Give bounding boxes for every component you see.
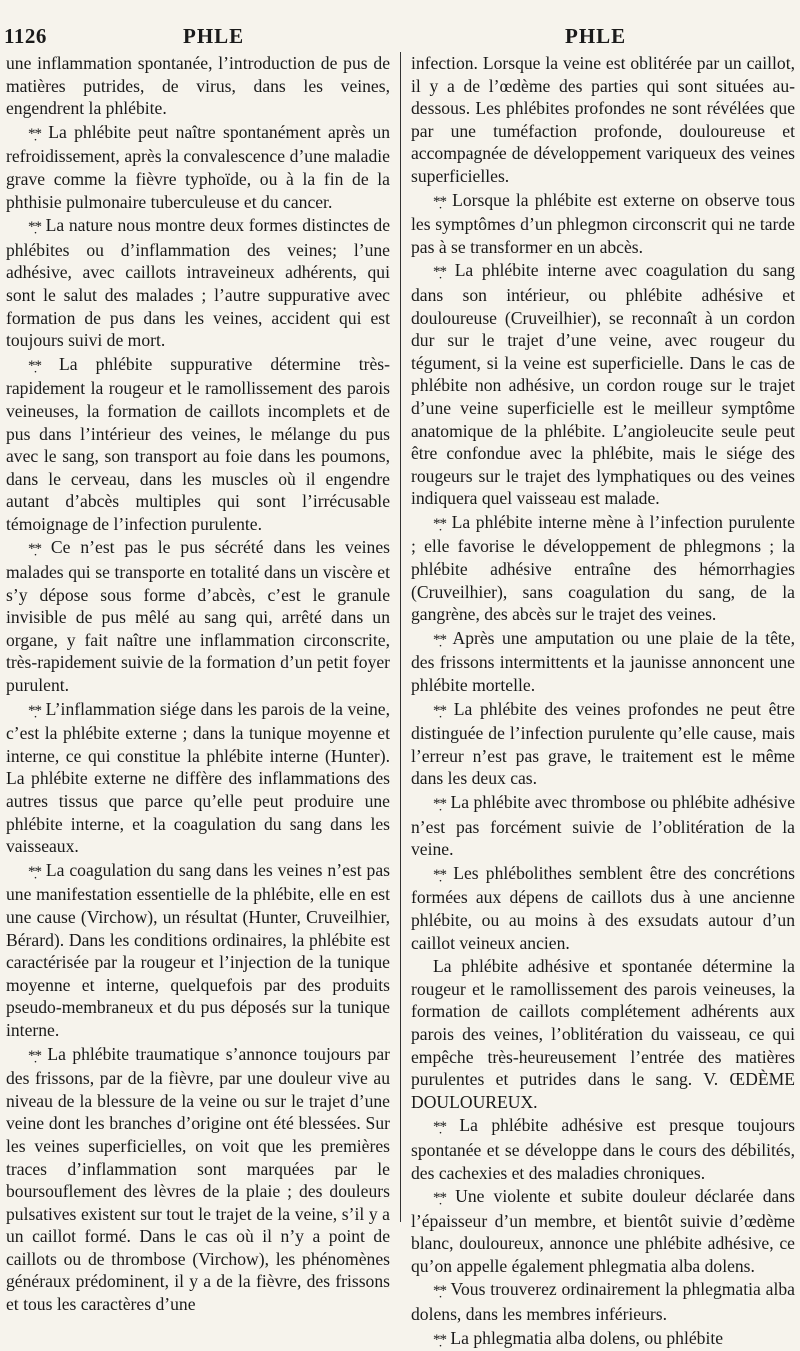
asterism-glyph: *̣*: [433, 1331, 446, 1348]
paragraph-text: La phlébite avec thrombose ou phlébite adhésive n’est pas forcément suivie de l’oblitération de la veine.: [411, 792, 795, 860]
paragraph: [411, 698, 795, 790]
running-head-right: PHLE: [565, 24, 627, 48]
paragraph-text: La phlébite interne mène à l’infection purulente ; elle favorise le développement de phlegmons ; la phlébite adhésive entraîne des hémorrhagies (Cruveilhier), sans coagulation du sang, de la gangrène, des abcès sur le trajet des veines.: [411, 511, 795, 625]
paragraph-text: La phlébite peut naître spontanément après un refroidissement, après la convalescence d’une maladie grave comme la fièvre typhoïde, ou à la fin de la phthisie pulmonaire tuberculeuse et du cancer.: [6, 121, 390, 212]
paragraph: [6, 1043, 390, 1316]
asterism-glyph: *̣*: [433, 1119, 446, 1136]
asterism-glyph: *̣*: [433, 702, 446, 719]
asterism-glyph: *̣*: [28, 1047, 41, 1064]
paragraph: [411, 1185, 795, 1277]
asterism-glyph: *̣*: [433, 193, 446, 210]
asterism-glyph: *̣*: [28, 541, 41, 558]
paragraph-text: La phlébite adhésive est presque toujours spontanée et se développe dans le cours des débilités, des cachexies et des maladies chroniques.: [411, 1115, 796, 1183]
paragraph: [411, 1114, 795, 1184]
asterism-glyph: *̣*: [433, 866, 446, 883]
asterism-glyph: *̣*: [433, 796, 446, 812]
running-head-left: PHLE: [183, 24, 245, 48]
paragraph: [6, 353, 390, 536]
paragraph-text: Lorsque la phlébite est externe on observe tous les symptômes d’un phlegmon circonscrit qui ne tarde pas à se transformer en un abcès.: [411, 189, 795, 257]
asterism-glyph: *̣*: [433, 515, 446, 532]
paragraph-text: La nature nous montre deux formes distinctes de phlébites ou d’inflammation des veines; l’une adhésive, avec caillots intraveineux adhérents, qui sont le salut des malades ; l’autre suppurative avec formation de pus dans les veines, accident qui est toujours suivi de mort.: [6, 215, 390, 351]
paragraph-text: infection. Lorsque la veine est oblitérée par un caillot, il y a de l’œdème des parties qui sont situées au-dessous. Les phlébites profondes ne sont révélées que par une tuméfaction profonde, douloureuse et accompagnée de développement variqueux des veines superficielles.: [411, 53, 795, 186]
paragraph-text: La phlébite suppurative détermine très-rapidement la rougeur et le ramollissement des parois veineuses, la formation de caillots incomplets et de pus dans l’intérieur des veines, le mélange du pus avec le sang, son transport au foie dans les poumons, dans le cerveau, dans les muscles où il engendre autant d’abcès multiples qui sont l’irrécusable témoignage de l’infection purulente.: [6, 353, 390, 534]
paragraph-text: Les phlébolithes semblent être des concrétions formées aux dépens de caillots dus à une ancienne phlébite, ou au moins à des exsudats autour d’un caillot veineux ancien.: [411, 862, 795, 953]
asterism-glyph: *̣*: [28, 219, 41, 236]
paragraph-text: La coagulation du sang dans les veines n’est pas une manifestation essentielle de la phlébite, elle en est une cause (Virchow), un résultat (Hunter, Cruveilhier, Bérard). Dans les conditions ordinaires, la phlébite est caractérisée par la rougeur et l’injection de la tunique moyenne et interne, quelquefois par des produits pseudo-membraneux et du pus déposés sur la tunique interne.: [6, 859, 390, 1040]
asterism-glyph: *̣*: [28, 357, 41, 374]
right-column: [411, 52, 795, 1351]
paragraph-text: La phlébite interne avec coagulation du sang dans son intérieur, ou phlébite adhésive et douloureuse (Cruveilhier), se reconnaît à un cordon dur sur le trajet d’une veine, avec rougeur du tégument, si la veine est superficielle. Dans le cas de phlébite non adhésive, un cordon rouge sur le trajet d’une veine superficielle est le meilleur symptôme anatomique de la phlébite. L’angioleucite seule peut être confondue avec la phlébite, mais le siége des rougeurs sur le trajet des lymphatiques ou des veines indiquera quel vaisseau est malade.: [411, 260, 795, 509]
paragraph-text: La phlegmatia alba dolens, ou phlébite: [450, 1327, 724, 1348]
paragraph-text: L’inflammation siége dans les parois de la veine, c’est la phlébite externe ; dans la tunique moyenne et interne, ce qui constitue la phlébite interne (Hunter). La phlébite externe ne diffère des inflammations des autres tissus que parce qu’elle peut produire une phlébite interne, et la coagulation du sang dans les vaisseaux.: [6, 698, 390, 857]
paragraph: [411, 1278, 795, 1325]
paragraph: [6, 121, 390, 213]
paragraph: [6, 859, 390, 1042]
paragraph-text: La phlébite des veines profondes ne peut être distinguée de l’infection purulente qu’elle cause, mais l’erreur n’est pas grave, le traitement est le même dans les deux cas.: [411, 698, 795, 789]
asterism-glyph: *̣*: [28, 125, 41, 142]
paragraph-text: Vous trouverez ordinairement la phlegmatia alba dolens, dans les membres inférieurs.: [411, 1279, 795, 1325]
left-column: [6, 52, 390, 1316]
paragraph: [6, 52, 390, 120]
paragraph: [411, 511, 795, 626]
paragraph: [411, 955, 795, 1113]
page-header: [0, 0, 800, 48]
asterism-glyph: *̣*: [433, 264, 446, 281]
paragraph: [411, 52, 795, 188]
asterism-glyph: *̣*: [28, 702, 41, 719]
asterism-glyph: *̣*: [433, 1283, 446, 1300]
paragraph-text: La phlébite traumatique s’annonce toujours par des frissons, par de la fièvre, par une douleur vive au niveau de la blessure de la veine ou sur le trajet d’une veine dont les branches d’origine ont été blessées. Sur les veines superficielles, on voit que les premières traces d’inflammation sont marquées par le boursouflement des lèvres de la plaie ; des douleurs pulsatives existent sur tout le trajet de la veine, s’il y a un caillot formé. Dans le cas où il n’y a point de caillots ou de thrombose (Virchow), les phénomènes généraux prédominent, il y a de la fièvre, des frissons et tous les caractères d’une: [6, 1043, 391, 1315]
paragraph: [411, 791, 795, 861]
asterism-glyph: *̣*: [433, 1190, 446, 1207]
paragraph: [411, 189, 795, 259]
paragraph-text: La phlébite adhésive et spontanée détermine la rougeur et le ramollissement des parois veineuses, la formation de caillots complétement adhérents aux parois des veines, l’oblitération du vaisseau, ce qui empêche très-heureusement l’entrée des matières purulentes et putrides dans le sang. V. ŒDÈME DOULOUREUX.: [411, 956, 795, 1112]
paragraph-text: Après une amputation ou une plaie de la tête, des frissons intermittents et la jaunisse annoncent une phlébite mortelle.: [411, 627, 796, 696]
paragraph: [411, 862, 795, 954]
paragraph-text: Ce n’est pas le pus sécrété dans les veines malades qui se transporte en totalité dans un viscère et s’y dépose sous forme d’abcès, c’est le granule invisible de pus mêlé au sang qui, arrêté dans un organe, y fait naître une inflammation circonscrite, très-rapidement suivie de la formation d’un petit foyer purulent.: [6, 537, 390, 696]
page-number: 1126: [4, 24, 47, 48]
paragraph: [411, 627, 795, 697]
paragraph: [411, 259, 795, 510]
asterism-glyph: *̣*: [28, 863, 41, 880]
column-divider: [400, 52, 401, 1222]
paragraph: [6, 698, 390, 858]
asterism-glyph: *̣*: [433, 631, 446, 648]
paragraph: [6, 536, 390, 696]
paragraph-text: une inflammation spontanée, l’introduction de pus de matières putrides, de virus, dans les veines, engendrent la phlébite.: [6, 53, 390, 119]
paragraph: [6, 214, 390, 352]
paragraph-text: Une violente et subite douleur déclarée dans l’épaisseur d’un membre, et bientôt suivie d’œdème blanc, douloureux, annonce une phlébite adhésive, ce qu’on appelle également phlegmatia alba dolens.: [411, 1186, 795, 1276]
paragraph: [411, 1327, 795, 1351]
